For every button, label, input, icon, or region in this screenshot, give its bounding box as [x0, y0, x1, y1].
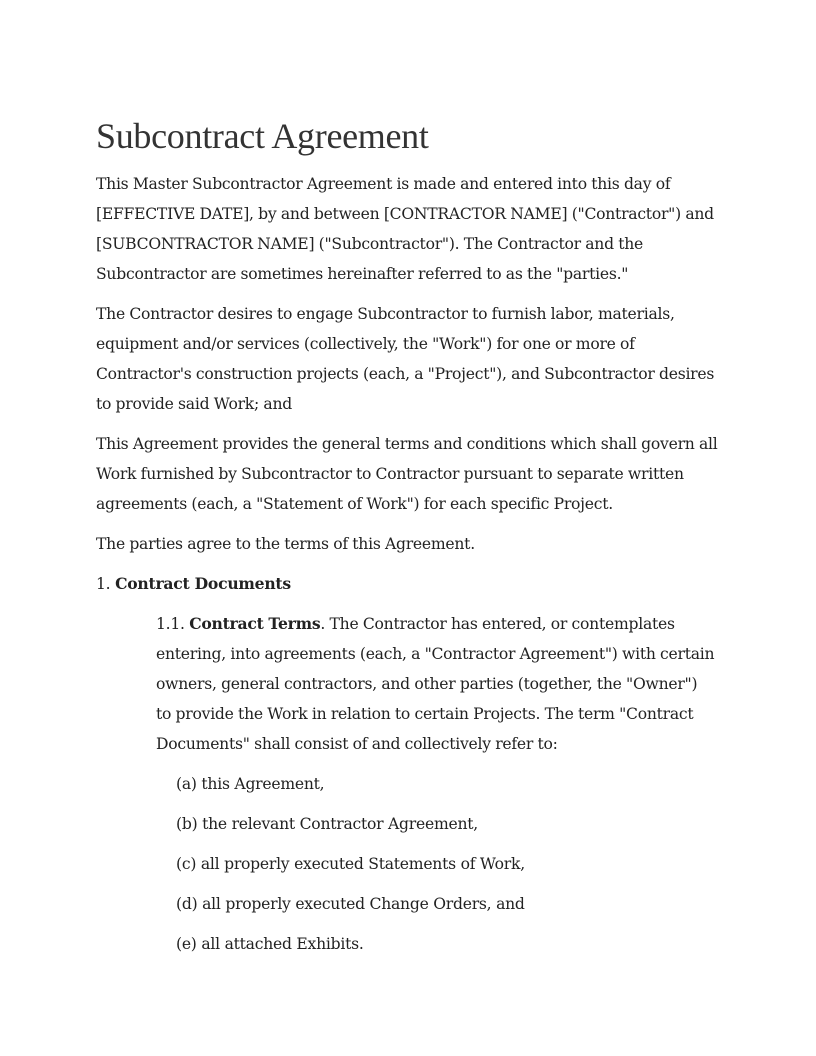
list-item: (a) this Agreement, [176, 775, 325, 793]
section-title: Contract Documents [115, 574, 291, 593]
paragraph-agree: The parties agree to the terms of this Agreement. [96, 535, 475, 553]
list-item: (b) the relevant Contractor Agreement, [176, 815, 478, 833]
list-item: (d) all properly executed Change Orders, and [176, 895, 525, 913]
section-heading [96, 569, 720, 599]
document-page [96, 112, 720, 969]
paragraph-terms: This Agreement provides the general terms and conditions which shall govern all Work furnished by Subcontractor to Contractor pursuant to separate written agreements (each, a "Statement of Work") for each specific Project. [96, 435, 718, 513]
list-item: (e) all attached Exhibits. [176, 935, 364, 953]
list-item: (c) all properly executed Statements of Work, [176, 855, 525, 873]
paragraph-desires: The Contractor desires to engage Subcontractor to furnish labor, materials, equipment and/or services (collectively, the "Work") for one or more of Contractor's construction projects (each, a "Project"), and Subcontractor desires to provide said Work; and [96, 305, 715, 413]
subsection-text: . The Contractor has entered, or contemplates entering, into agreements (each, a "Contractor Agreement") with certain owners, general contractors, and other parties (together, the "Owner") to provide the Work in relation to certain Projects. The term "Contract Documents" shall consist of and collectively refer to: [156, 615, 715, 753]
document-title: Subcontract Agreement [96, 116, 429, 156]
subsection-title: Contract Terms [189, 614, 321, 633]
paragraph-intro: This Master Subcontractor Agreement is made and entered into this day of [EFFECTIVE DATE], by and between [CONTRACTOR NAME] ("Contractor") and [SUBCONTRACTOR NAME] ("Subcontractor"). The Contractor and the Subcontractor are sometimes hereinafter referred to as the "parties." [96, 175, 714, 283]
subsection-number: 1.1. [156, 615, 185, 633]
subsection-paragraph [156, 609, 716, 759]
section-number: 1. [96, 575, 111, 593]
